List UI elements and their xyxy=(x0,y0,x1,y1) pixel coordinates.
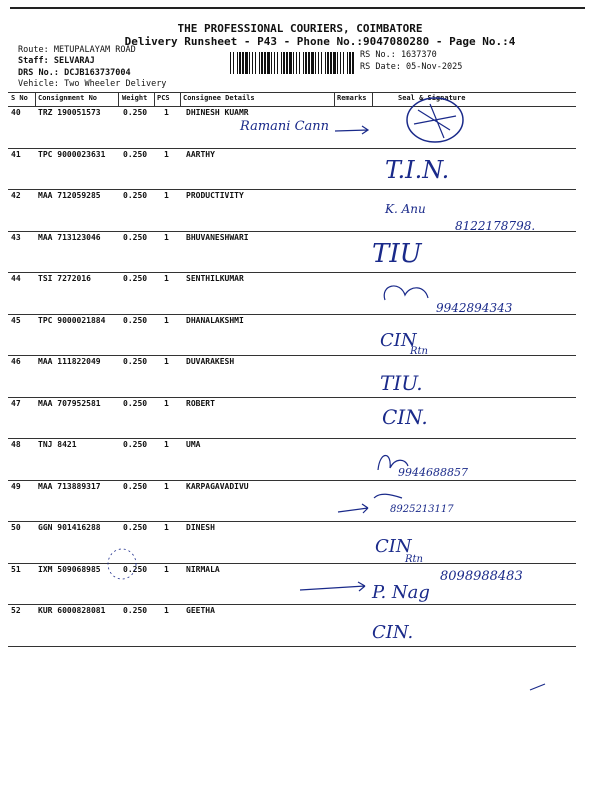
route-label: Route: xyxy=(18,45,49,55)
r46-sign: TIU. xyxy=(380,371,423,395)
r40-name: Ramani Cann xyxy=(240,119,330,134)
row-weight: 0.250 xyxy=(123,274,148,283)
row-pcs: 1 xyxy=(164,357,169,366)
row-consignee: NIRMALA xyxy=(186,564,220,574)
row-sno: 46 xyxy=(11,357,21,366)
row-pcs: 1 xyxy=(164,481,169,491)
row-sno: 51 xyxy=(11,564,21,574)
r47-sign: CIN. xyxy=(382,405,428,429)
staff-label: Staff: xyxy=(18,56,49,66)
runsheet-title: Delivery Runsheet - P43 - Phone No.:9047080280 - Page No.:4 xyxy=(124,35,516,48)
row-consignee: AARTHY xyxy=(186,149,215,159)
row-consignee: BHUVANESHWARI xyxy=(186,232,249,242)
r50-sub: Rtn xyxy=(405,554,423,565)
drs-label: DRS No.: xyxy=(18,68,59,78)
company-title: THE PROFESSIONAL COURIERS, COIMBATORE xyxy=(177,22,423,35)
row-consignment: MAA 713123046 xyxy=(38,232,101,242)
r49-signature-icon xyxy=(374,494,402,498)
r48-phone: 9944688857 xyxy=(398,466,468,479)
row-consignment: TSI 7272016 xyxy=(38,274,91,283)
row-weight: 0.250 xyxy=(123,108,148,117)
arrow-icon xyxy=(300,582,365,591)
row-sno: 52 xyxy=(11,606,21,615)
row-pcs: 1 xyxy=(164,274,169,283)
r44-phone: 9942894343 xyxy=(436,301,513,315)
row-pcs: 1 xyxy=(164,149,169,159)
col-sno: S No xyxy=(11,94,28,102)
r43-sign: TIU xyxy=(372,239,422,269)
row-pcs: 1 xyxy=(164,523,169,532)
row-consignment: MAA 707952581 xyxy=(38,398,101,408)
r49-phone: 8925213117 xyxy=(390,504,454,515)
r51-name: P. Nag xyxy=(372,582,430,603)
row-pcs: 1 xyxy=(164,232,169,242)
col-pcs: PCS xyxy=(157,94,170,102)
row-weight: 0.250 xyxy=(123,564,148,574)
row-consignment: TNJ 8421 xyxy=(38,440,77,449)
row-sno: 47 xyxy=(11,398,21,408)
row-consignee: KARPAGAVADIVU xyxy=(186,481,249,491)
arrow-icon xyxy=(338,504,368,513)
row-pcs: 1 xyxy=(164,398,169,408)
stamp-mark-icon xyxy=(108,549,136,579)
row-weight: 0.250 xyxy=(123,606,148,615)
col-consignee: Consignee Details xyxy=(183,94,255,102)
row-sno: 48 xyxy=(11,440,21,449)
row-weight: 0.250 xyxy=(123,315,148,325)
row-pcs: 1 xyxy=(164,108,169,117)
row-consignment: KUR 6000828081 xyxy=(38,606,106,615)
row-consignee: DINESH xyxy=(186,523,215,532)
r52-sign: CIN. xyxy=(372,622,414,643)
row-consignment: MAA 712059285 xyxy=(38,191,101,200)
vehicle-label: Vehicle: xyxy=(18,79,59,89)
r50-sign: CIN xyxy=(375,536,412,557)
row-consignee: PRODUCTIVITY xyxy=(186,191,244,200)
row-consignee: DUVARAKESH xyxy=(186,357,235,366)
col-consignment: Consignment No xyxy=(38,94,98,102)
row-sno: 43 xyxy=(11,232,21,242)
row-sno: 40 xyxy=(11,108,21,117)
row-consignment: IXM 509068985 xyxy=(38,564,101,574)
row-consignee: DHANALAKSHMI xyxy=(186,315,244,325)
row-consignee: SENTHILKUMAR xyxy=(186,274,244,283)
row-weight: 0.250 xyxy=(123,357,148,366)
rs-number: RS No.: 1637370 xyxy=(360,50,437,60)
staff-value: SELVARAJ xyxy=(53,56,95,66)
row-sno: 49 xyxy=(11,481,21,491)
row-sno: 50 xyxy=(11,523,21,532)
row-consignee: ROBERT xyxy=(186,398,215,408)
row-pcs: 1 xyxy=(164,191,169,200)
row-consignment: TPC 9000021884 xyxy=(38,315,106,325)
row-consignment: GGN 901416288 xyxy=(38,523,101,532)
row-pcs: 1 xyxy=(164,564,169,574)
row-weight: 0.250 xyxy=(123,398,148,408)
row-sno: 45 xyxy=(11,315,21,325)
row-weight: 0.250 xyxy=(123,191,148,200)
r45-sign: CIN xyxy=(380,330,417,351)
row-consignee: DHINESH KUAMR xyxy=(186,108,249,117)
col-signature: Seal & Signature xyxy=(398,94,466,102)
col-weight: Weight xyxy=(122,94,148,102)
row-consignee: UMA xyxy=(186,440,201,449)
r42-phone: 8122178798. xyxy=(455,219,536,233)
row-consignment: MAA 713889317 xyxy=(38,481,101,491)
row-weight: 0.250 xyxy=(123,440,148,449)
drs-value: DCJB163737004 xyxy=(64,68,131,78)
row-weight: 0.250 xyxy=(123,523,148,532)
row-consignment: TPC 9000023631 xyxy=(38,149,106,159)
row-consignment: MAA 111822049 xyxy=(38,357,101,366)
row-pcs: 1 xyxy=(164,315,169,325)
row-consignee: GEETHA xyxy=(186,606,215,615)
row-sno: 42 xyxy=(11,191,21,200)
row-consignment: TRZ 190051573 xyxy=(38,108,101,117)
seal-stamp-icon xyxy=(407,98,463,142)
row-pcs: 1 xyxy=(164,440,169,449)
r45-sub: Rtn xyxy=(410,346,428,357)
row-weight: 0.250 xyxy=(123,149,148,159)
r51-phone: 8098988483 xyxy=(440,569,523,584)
vehicle-value: Two Wheeler Delivery xyxy=(64,79,167,89)
row-sno: 41 xyxy=(11,149,21,159)
r42-name: K. Anu xyxy=(385,202,426,216)
row-pcs: 1 xyxy=(164,606,169,615)
r41-sign: T.I.N. xyxy=(385,156,450,184)
pen-mark-icon xyxy=(530,684,545,690)
col-remarks: Remarks xyxy=(337,94,367,102)
row-sno: 44 xyxy=(11,274,21,283)
row-weight: 0.250 xyxy=(123,481,148,491)
arrow-icon xyxy=(335,126,368,134)
route-value: METUPALAYAM ROAD xyxy=(53,45,136,55)
row-weight: 0.250 xyxy=(123,232,148,242)
rs-date: RS Date: 05-Nov-2025 xyxy=(360,62,463,72)
r44-signature-icon xyxy=(384,286,428,300)
